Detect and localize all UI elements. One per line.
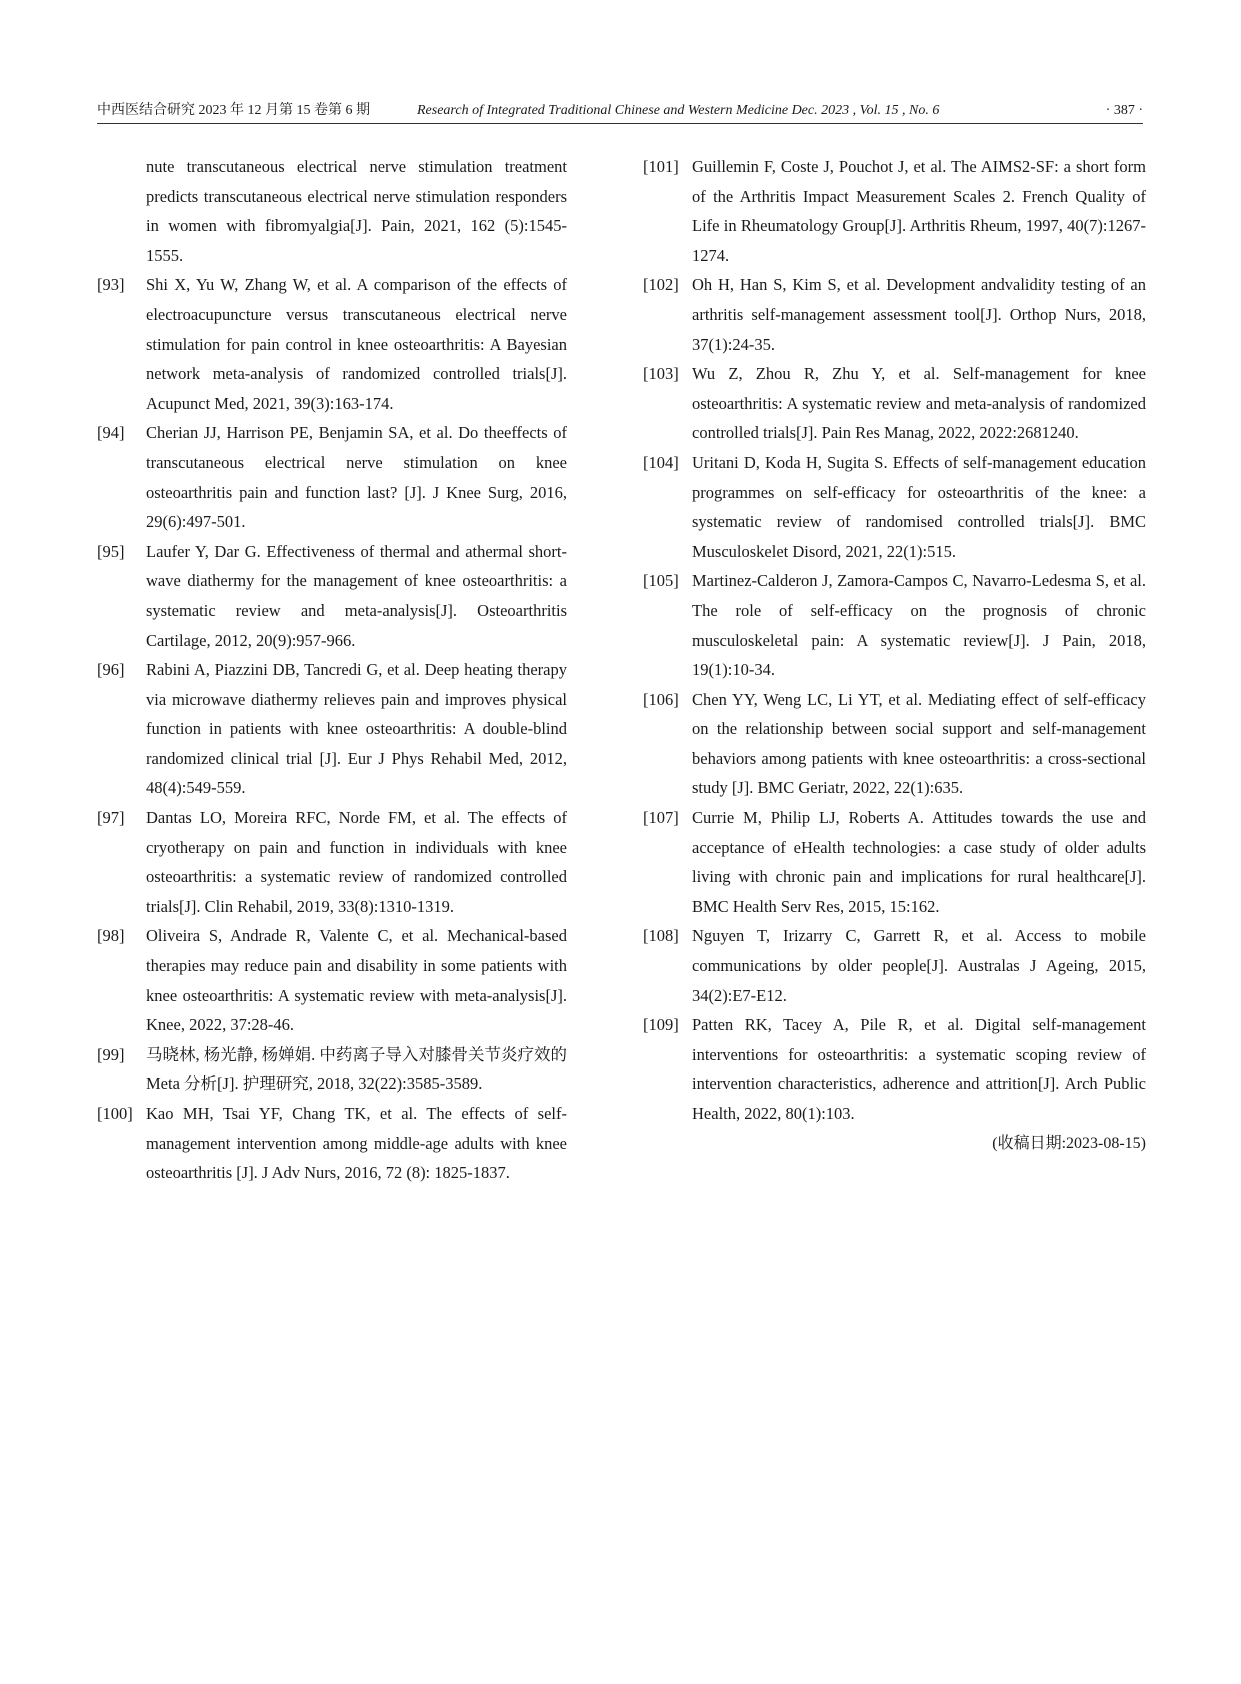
reference-text: Dantas LO, Moreira RFC, Norde FM, et al. The effects of cryotherapy on pain and function in individuals with knee osteoarthritis: a systematic review of randomized controlled trials[J]. Clin Rehabil, 2019, 33(8):1310-1319.	[146, 808, 567, 916]
reference-number: [97]	[97, 808, 125, 828]
reference-number: [94]	[97, 423, 125, 443]
reference-entry	[97, 270, 567, 418]
reference-entry	[643, 152, 1146, 270]
reference-text: Laufer Y, Dar G. Effectiveness of thermal and athermal short-wave diathermy for the management of knee osteoarthritis: a systematic review and meta-analysis[J]. Osteoarthritis Cartilage, 2012, 20(9):957-966.	[146, 541, 567, 650]
reference-entry	[97, 803, 567, 921]
reference-number: [103]	[643, 364, 679, 384]
reference-entry	[643, 803, 1146, 921]
reference-entry	[643, 685, 1146, 803]
reference-text: Cherian JJ, Harrison PE, Benjamin SA, et al. Do theeffects of transcutaneous electrical nerve stimulation on knee osteoarthritis pain and function last? [J]. J Knee Surg, 2016, 29(6):497-501.	[146, 423, 567, 532]
reference-text: Patten RK, Tacey A, Pile R, et al. Digital self-management interventions for osteoarthritis: a systematic scoping review of intervention characteristics, adherence and attrition[J]. Arch Public Health, 2022, 80(1):103.	[692, 1015, 1146, 1123]
reference-number: [99]	[97, 1044, 125, 1064]
reference-number: [95]	[97, 541, 125, 561]
reference-text: Kao MH, Tsai YF, Chang TK, et al. The effects of self-management intervention among middle-age adults with knee osteoarthritis [J]. J Adv Nurs, 2016, 72 (8): 1825-1837.	[146, 1104, 567, 1183]
right-column	[643, 152, 1146, 1158]
reference-text: Currie M, Philip LJ, Roberts A. Attitudes towards the use and acceptance of eHealth technologies: a case study of older adults living with chronic pain and implications for rural healthcare[J]. BMC Health Serv Res, 2015, 15:162.	[692, 808, 1146, 916]
reference-continuation: nute transcutaneous electrical nerve stimulation treatment predicts transcutaneous electrical nerve stimulation responders in women with fibromyalgia[J]. Pain, 2021, 162 (5):1545-1555.	[146, 157, 567, 265]
reference-text: Martinez-Calderon J, Zamora-Campos C, Navarro-Ledesma S, et al. The role of self-efficacy on the prognosis of chronic musculoskeletal pain: A systematic review[J]. J Pain, 2018, 19(1):10-34.	[692, 571, 1146, 680]
reference-text: Rabini A, Piazzini DB, Tancredi G, et al. Deep heating therapy via microwave diathermy relieves pain and improves physical function in patients with knee osteoarthritis: A double-blind randomized clinical trial [J]. Eur J Phys Rehabil Med, 2012, 48(4):549-559.	[146, 660, 567, 798]
reference-entry	[643, 359, 1146, 448]
journal-title-cn: 中西医结合研究 2023 年 12 月第 15 卷第 6 期	[97, 103, 370, 118]
reference-entry	[643, 270, 1146, 359]
reference-number: [100]	[97, 1104, 133, 1123]
reference-number: [93]	[97, 275, 125, 295]
reference-number: [107]	[643, 808, 679, 828]
reference-entry	[97, 418, 567, 536]
reference-number: [104]	[643, 452, 679, 472]
page-number: · 387 ·	[1105, 103, 1143, 118]
reference-entry	[643, 921, 1146, 1010]
reference-number: [102]	[643, 275, 679, 295]
reference-text: Guillemin F, Coste J, Pouchot J, et al. The AIMS2-SF: a short form of the Arthritis Impact Measurement Scales 2. French Quality of Life in Rheumatology Group[J]. Arthritis Rheum, 1997, 40(7):1267-1274.	[692, 157, 1146, 265]
reference-number: [108]	[643, 926, 679, 946]
reference-number: [105]	[643, 571, 679, 591]
running-header	[97, 99, 1143, 124]
reference-number: [101]	[643, 157, 679, 176]
reference-number: [98]	[97, 926, 125, 946]
reference-text: Uritani D, Koda H, Sugita S. Effects of self-management education programmes on self-efficacy for osteoarthritis of the knee: a systematic review of randomised controlled trials[J]. BMC Musculoskelet Disord, 2021, 22(1):515.	[692, 452, 1146, 561]
reference-text: Oliveira S, Andrade R, Valente C, et al. Mechanical-based therapies may reduce pain and disability in some patients with knee osteoarthritis: A systematic review with meta-analysis[J]. Knee, 2022, 37:28-46.	[146, 926, 567, 1035]
reference-entry	[97, 921, 567, 1039]
reference-text: 马晓林, 杨光静, 杨婵娟. 中药离子导入对膝骨关节炎疗效的 Meta 分析[J]. 护理研究, 2018, 32(22):3585-3589.	[146, 1044, 567, 1094]
reference-entry	[643, 448, 1146, 566]
received-date: (收稿日期:2023-08-15)	[992, 1134, 1146, 1152]
reference-number: [109]	[643, 1015, 679, 1035]
reference-entry	[97, 655, 567, 803]
reference-number: [106]	[643, 689, 679, 709]
reference-entry	[97, 1099, 567, 1188]
reference-entry	[643, 1010, 1146, 1128]
reference-text: Chen YY, Weng LC, Li YT, et al. Mediating effect of self-efficacy on the relationship between social support and self-management behaviors among patients with knee osteoarthritis: a cross-sectional study [J]. BMC Geriatr, 2022, 22(1):635.	[692, 689, 1146, 798]
reference-text: Oh H, Han S, Kim S, et al. Development andvalidity testing of an arthritis self-management assessment tool[J]. Orthop Nurs, 2018, 37(1):24-35.	[692, 275, 1146, 354]
left-column	[97, 152, 567, 1188]
journal-title-en: Research of Integrated Traditional Chinese and Western Medicine Dec. 2023 , Vol. 15 , No. 6	[417, 103, 940, 118]
reference-entry	[643, 566, 1146, 684]
reference-number: [96]	[97, 660, 125, 680]
reference-text: Nguyen T, Irizarry C, Garrett R, et al. Access to mobile communications by older people[J]. Australas J Ageing, 2015, 34(2):E7-E12.	[692, 926, 1146, 1005]
reference-text: Wu Z, Zhou R, Zhu Y, et al. Self-management for knee osteoarthritis: A systematic review and meta-analysis of randomized controlled trials[J]. Pain Res Manag, 2022, 2022:2681240.	[692, 364, 1146, 443]
reference-entry	[97, 537, 567, 655]
reference-text: Shi X, Yu W, Zhang W, et al. A comparison of the effects of electroacupuncture versus transcutaneous electrical nerve stimulation for pain control in knee osteoarthritis: A Bayesian network meta-analysis of randomized controlled trials[J]. Acupunct Med, 2021, 39(3):163-174.	[146, 275, 567, 413]
reference-entry	[97, 1040, 567, 1099]
